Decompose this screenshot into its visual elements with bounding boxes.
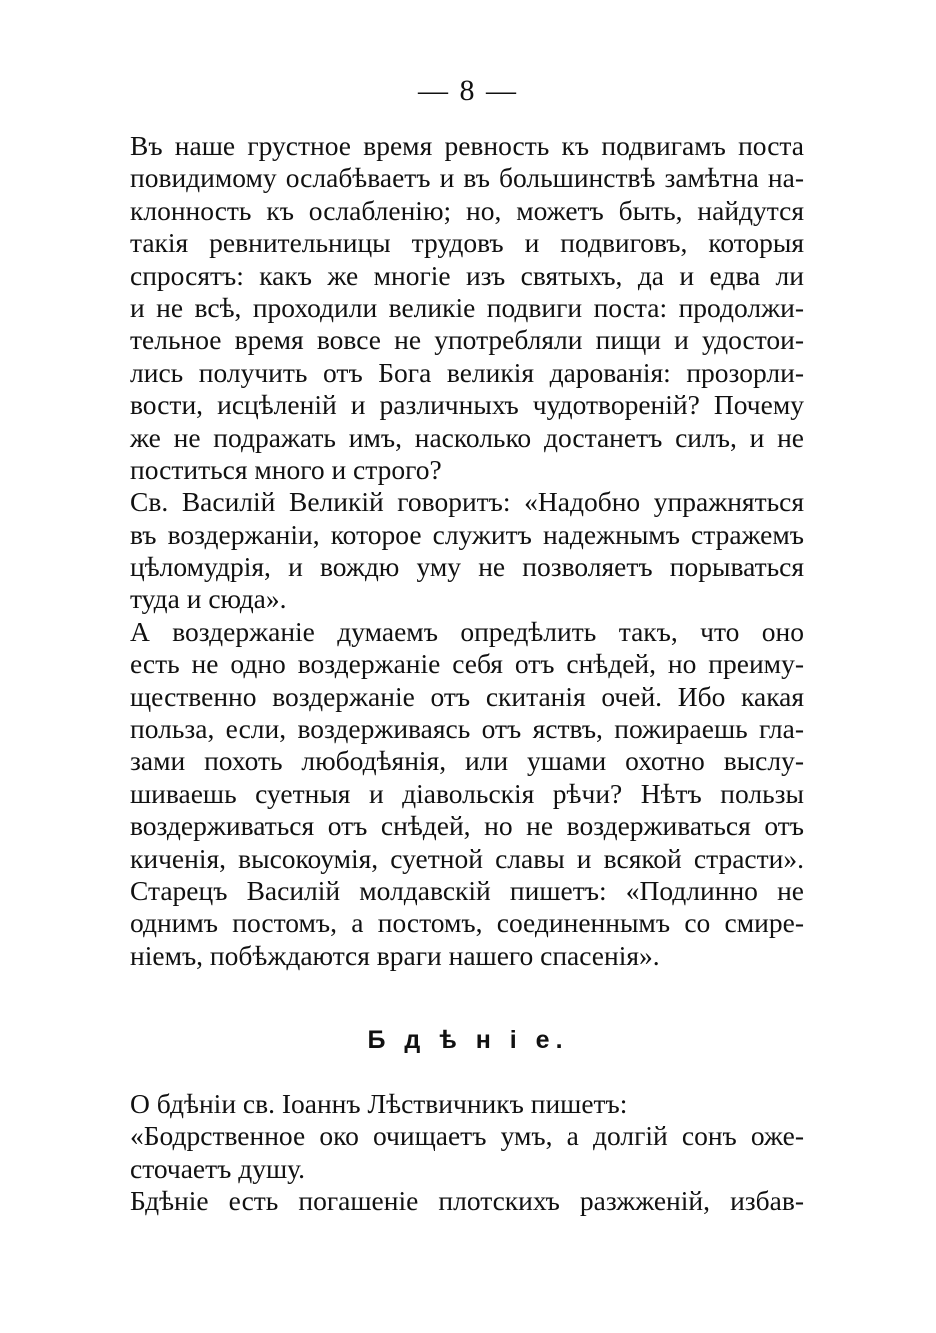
text-line: «Бодрственное око очищаетъ умъ, а долгій сонъ оже- [130, 1120, 804, 1152]
text-line: клонность къ ослабленію; но, можетъ быть, найдутся [130, 194, 804, 226]
text-line: поститься много и строго? [130, 453, 442, 485]
text-block-fasting [130, 130, 804, 972]
text-block-vigil [130, 1088, 804, 1218]
text-line: однимъ постомъ, а постомъ, соединеннымъ со смире- [130, 907, 804, 939]
text-line: А воздержаніе думаемъ опредѣлить такъ, что оно [130, 615, 804, 647]
text-line: шиваешь суетныя и діавольскія рѣчи? Нѣтъ пользы [130, 777, 804, 809]
text-line: есть не одно воздержаніе себя отъ снѣдей, но преиму- [130, 648, 804, 680]
text-line: сточаетъ душу. [130, 1152, 306, 1184]
text-line: ніемъ, побѣждаются враги нашего спасенія». [130, 939, 660, 971]
text-line: Въ наше грустное время ревность къ подвигамъ поста [130, 130, 804, 161]
page-number: — 8 — [418, 74, 518, 107]
text-line: повидимому ослабѣваетъ и въ большинствѣ замѣтна на- [130, 162, 804, 194]
text-line: зами похоть любодѣянія, или ушами охотно выслу- [130, 745, 804, 777]
section-heading: Б д ѣ н і е. [367, 1026, 569, 1054]
text-line: и не всѣ, проходили великіе подвиги поста: продолжи- [130, 291, 804, 323]
text-line: же не подражать имъ, насколько достанетъ силъ, и не [130, 421, 804, 453]
text-line: лись получить отъ Бога великія дарованія: прозорли- [130, 356, 804, 388]
text-line: Св. Василій Великій говоритъ: «Надобно упражняться [130, 486, 804, 518]
text-line: Старецъ Василій молдавскій пишетъ: «Подлинно не [130, 874, 804, 906]
text-line: въ воздержаніи, которое служитъ надежнымъ стражемъ [130, 518, 804, 550]
text-line: туда и сюда». [130, 583, 287, 615]
text-line: вости, исцѣленій и различныхъ чудотвореній? Почему [130, 389, 804, 421]
text-line: польза, если, воздерживаясь отъ яствъ, пожираешь гла- [130, 713, 804, 745]
text-line: воздерживаться отъ снѣдей, но не воздерживаться отъ [130, 810, 804, 842]
text-line: цѣломудрія, и вождю уму не позволяетъ порываться [130, 551, 804, 583]
text-line: киченія, высокоумія, суетной славы и всякой страсти». [130, 842, 804, 874]
text-line: тельное время вовсе не употребляли пищи и удостои- [130, 324, 804, 356]
text-line: О бдѣніи св. Іоаннъ Лѣствичникъ пишетъ: [130, 1088, 628, 1119]
text-line: Бдѣніе есть погашеніе плотскихъ разжженій, избав- [130, 1185, 804, 1217]
text-line: щественно воздержаніе отъ скитанія очей. Ибо какая [130, 680, 804, 712]
text-line: спросятъ: какъ же многіе изъ святыхъ, да и едва ли [130, 259, 804, 291]
text-line: такія ревнительницы трудовъ и подвиговъ, которыя [130, 227, 804, 259]
